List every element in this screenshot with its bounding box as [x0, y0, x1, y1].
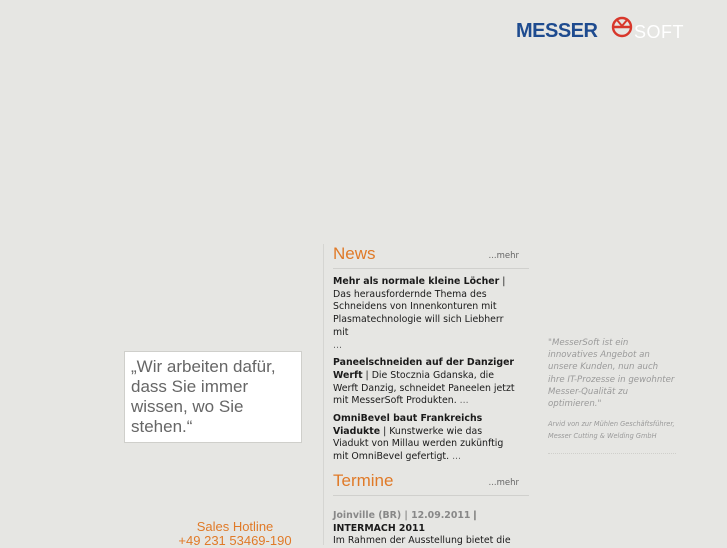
termine-title: Termine: [333, 471, 394, 490]
sales-hotline: [160, 520, 310, 548]
hotline-number[interactable]: +49 231 53469-190: [178, 533, 292, 548]
news-item-title[interactable]: Mehr als normale kleine Löcher: [333, 276, 500, 287]
column-divider: [323, 244, 324, 545]
news-item-text: Die Stocznia Gdanska, die Werft Danzig, schneidet Paneelen jetzt mit MesserSoft Produkten.: [333, 369, 515, 407]
news-item[interactable]: [333, 357, 519, 408]
news-section: [333, 244, 519, 469]
messersoft-logo[interactable]: [516, 16, 684, 46]
event-date: Joinville (BR) | 12.09.2011: [333, 510, 471, 521]
news-divider: [333, 268, 529, 269]
termine-divider: [333, 495, 529, 496]
news-item-title[interactable]: Paneelschneiden auf der Danziger Werft: [333, 357, 515, 381]
termine-header: [333, 471, 519, 493]
news-item-text: Kunstwerke wie das Viadukt von Millau werden zukünftig mit OmniBevel gefertigt.: [333, 425, 504, 463]
news-item-more[interactable]: ...: [452, 451, 462, 463]
quote-text: „Wir arbeiten dafür, dass Sie immer wissen, wo Sie stehen.“: [131, 357, 276, 436]
termine-more-link[interactable]: ...mehr: [488, 478, 519, 488]
news-item-more[interactable]: ...: [333, 339, 342, 351]
event-title[interactable]: INTERMACH 2011: [333, 522, 426, 534]
news-header: [333, 244, 519, 266]
news-item-more[interactable]: ...: [459, 395, 469, 407]
news-item-separator: |: [362, 369, 372, 381]
termine-section: [333, 471, 519, 548]
logo-messer-text: MESSER: [516, 20, 598, 42]
testimonial-author: Arvid von zur Mühlen Geschäftsführer, Messer Cutting & Welding GmbH: [548, 420, 675, 441]
testimonial-divider: [548, 453, 676, 454]
news-title: News: [333, 244, 376, 263]
event-item[interactable]: [333, 503, 519, 548]
quote-box: [124, 351, 302, 443]
hotline-label: Sales Hotline: [196, 519, 274, 534]
news-item[interactable]: [333, 276, 519, 352]
news-item-separator: |: [499, 276, 506, 287]
news-item-text: Das herausfordernde Thema des Schneidens von Innenkonturen mit Plasmatechnologie will sich Liebherr mit: [333, 288, 504, 338]
news-item[interactable]: [333, 413, 519, 464]
messer-logo-mark-icon: [611, 16, 633, 38]
news-item-title[interactable]: OmniBevel baut Frankreichs Viadukte: [333, 413, 483, 437]
testimonial: [548, 337, 676, 454]
event-separator: |: [470, 510, 477, 521]
logo-soft-text: SOFT: [634, 22, 684, 42]
news-more-link[interactable]: ...mehr: [488, 251, 519, 261]
news-item-separator: |: [380, 425, 390, 437]
testimonial-quote: "MesserSoft ist ein innovatives Angebot an unsere Kunden, nun auch ihre IT-Prozesse in gewohnter Messer-Qualität zu optimieren.": [548, 338, 675, 410]
event-text: Im Rahmen der Ausstellung bietet die: [333, 535, 511, 547]
